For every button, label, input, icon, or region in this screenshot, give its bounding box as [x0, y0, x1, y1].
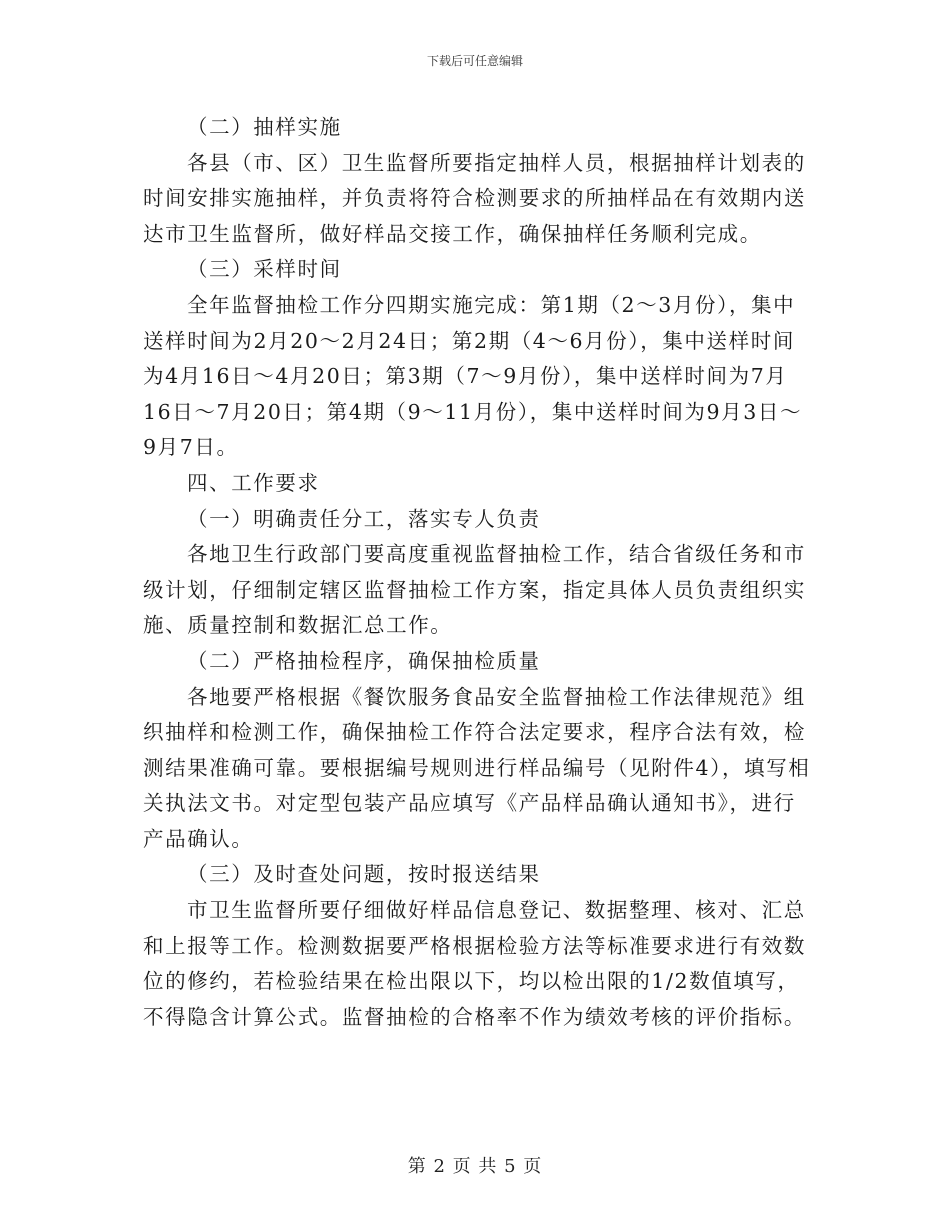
paragraph-line: 市卫生监督所要仔细做好样品信息登记、数据整理、核对、汇总 — [187, 898, 806, 923]
paragraph-line: 和上报等工作。检测数据要严格根据检验方法等标准要求进行有效数 — [143, 933, 806, 958]
paragraph-line: 16日～7月20日；第4期（9～11月份），集中送样时间为9月3日～ — [143, 399, 803, 424]
paragraph-line: 级计划，仔细制定辖区监督抽检工作方案，指定具体人员负责组织实 — [143, 577, 806, 602]
subheading-inspection-procedure: （二）严格抽检程序，确保抽检质量 — [187, 648, 541, 673]
paragraph-line: 各县（市、区）卫生监督所要指定抽样人员，根据抽样计划表的 — [187, 150, 806, 175]
paragraph-line: 各地要严格根据《餐饮服务食品安全监督抽检工作法律规范》组 — [187, 684, 806, 709]
paragraph-line: 施、质量控制和数据汇总工作。 — [143, 613, 453, 638]
header-note: 下载后可任意编辑 — [426, 54, 523, 68]
paragraph-line: 达市卫生监督所，做好样品交接工作，确保抽样任务顺利完成。 — [143, 221, 762, 246]
paragraph-line: 织抽样和检测工作，确保抽检工作符合法定要求，程序合法有效，检 — [143, 720, 806, 745]
subheading-timely-reporting: （三）及时查处问题，按时报送结果 — [187, 862, 541, 887]
section-heading-work-requirements: 四、工作要求 — [187, 470, 320, 495]
subheading-sampling-implementation: （二）抽样实施 — [187, 115, 342, 139]
document-body — [143, 110, 813, 1035]
paragraph-line: 9月7日。 — [143, 435, 239, 460]
paragraph-line: 测结果准确可靠。要根据编号规则进行样品编号（见附件4），填写相 — [143, 755, 811, 780]
paragraph-line: 位的修约，若检验结果在检出限以下，均以检出限的1/2数值填写， — [143, 969, 800, 994]
paragraph-line: 不得隐含计算公式。监督抽检的合格率不作为绩效考核的评价指标。 — [143, 1004, 806, 1029]
paragraph-line: 送样时间为2月20～2月24日；第2期（4～6月份），集中送样时间 — [143, 328, 795, 353]
page-number: 第 2 页 共 5 页 — [407, 1156, 543, 1177]
paragraph-line: 时间安排实施抽样，并负责将符合检测要求的所抽样品在有效期内送 — [143, 186, 806, 211]
paragraph-line: 全年监督抽检工作分四期实施完成：第1期（2～3月份），集中 — [187, 292, 796, 317]
paragraph-line: 各地卫生行政部门要高度重视监督抽检工作，结合省级任务和市 — [187, 542, 806, 567]
subheading-responsibility: （一）明确责任分工，落实专人负责 — [187, 506, 541, 531]
paragraph-line: 产品确认。 — [143, 826, 254, 851]
paragraph-line: 为4月16日～4月20日；第3期（7～9月份），集中送样时间为7月 — [143, 364, 788, 389]
subheading-sampling-time: （三）采样时间 — [187, 257, 342, 282]
paragraph-line: 关执法文书。对定型包装产品应填写《产品样品确认通知书》，进行 — [143, 791, 796, 816]
